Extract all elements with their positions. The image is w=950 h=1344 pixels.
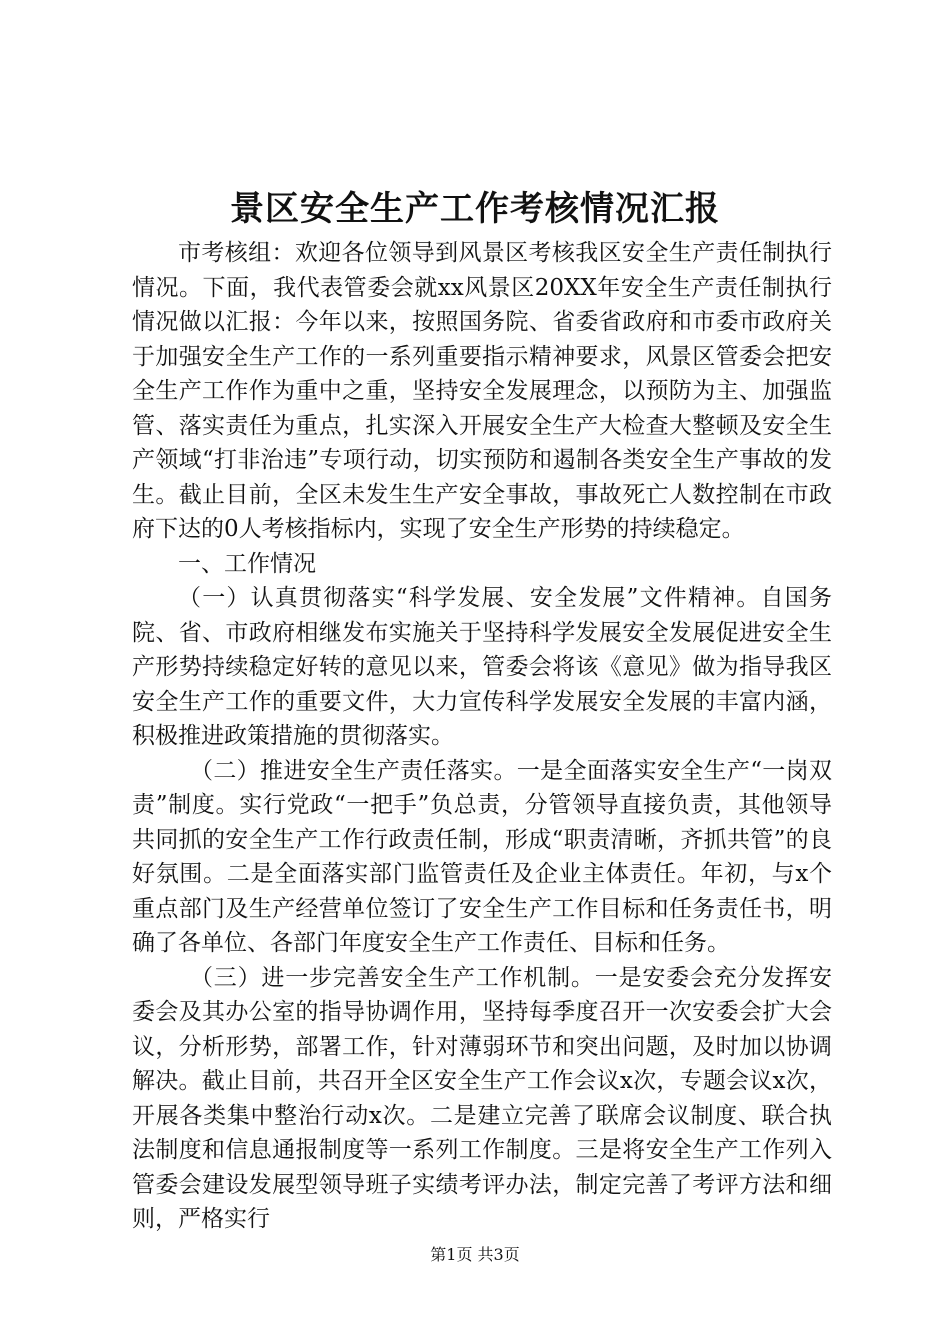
- paragraph-intro: 市考核组：欢迎各位领导到风景区考核我区安全生产责任制执行情况。下面，我代表管委会就xx风景区20XX年安全生产责任制执行情况做以汇报：今年以来，按照国务院、省委省政府和市委市政府关于加强安全生产工作的一系列重要指示精神要求，风景区管委会把安全生产工作作为重中之重，坚持安全发展理念，以预防为主、加强监管、落实责任为重点，扎实深入开展安全生产大检查大整顿及安全生产领域“打非治违”专项行动，切实预防和遏制各类安全生产事故的发生。截止目前，全区未发生生产安全事故，事故死亡人数控制在市政府下达的0人考核指标内，实现了安全生产形势的持续稳定。: [132, 240, 832, 542]
- section-heading-work-status: 一、工作情况: [178, 550, 316, 577]
- paragraph-item-2: （二）推进安全生产责任落实。一是全面落实安全生产“一岗双责”制度。实行党政“一把手”负总责，分管领导直接负责，其他领导共同抓的安全生产工作行政责任制，形成“职责清晰，齐抓共管”的良好氛围。二是全面落实部门监管责任及企业主体责任。年初，与x个重点部门及生产经营单位签订了安全生产工作目标和任务责任书，明确了各单位、各部门年度安全生产工作责任、目标和任务。: [132, 757, 832, 956]
- document-title: 景区安全生产工作考核情况汇报: [230, 189, 720, 229]
- paragraph-item-3: （三）进一步完善安全生产工作机制。一是安委会充分发挥安委会及其办公室的指导协调作用，坚持每季度召开一次安委会扩大会议，分析形势，部署工作，针对薄弱环节和突出问题，及时加以协调解决。截止目前，共召开全区安全生产工作会议x次，专题会议x次，开展各类集中整治行动x次。二是建立完善了联席会议制度、联合执法制度和信息通报制度等一系列工作制度。三是将安全生产工作列入管委会建设发展型领导班子实绩考评办法，制定完善了考评方法和细则，严格实行: [132, 964, 832, 1232]
- page-number-footer: 第1页 共3页: [430, 1245, 520, 1264]
- document-body: [132, 236, 832, 1237]
- paragraph-item-1: （一）认真贯彻落实“科学发展、安全发展”文件精神。自国务院、省、市政府相继发布实施关于坚持科学发展安全发展促进安全生产形势持续稳定好转的意见以来，管委会将该《意见》做为指导我区安全生产工作的重要文件，大力宣传科学发展安全发展的丰富内涵，积极推进政策措施的贯彻落实。: [132, 585, 832, 749]
